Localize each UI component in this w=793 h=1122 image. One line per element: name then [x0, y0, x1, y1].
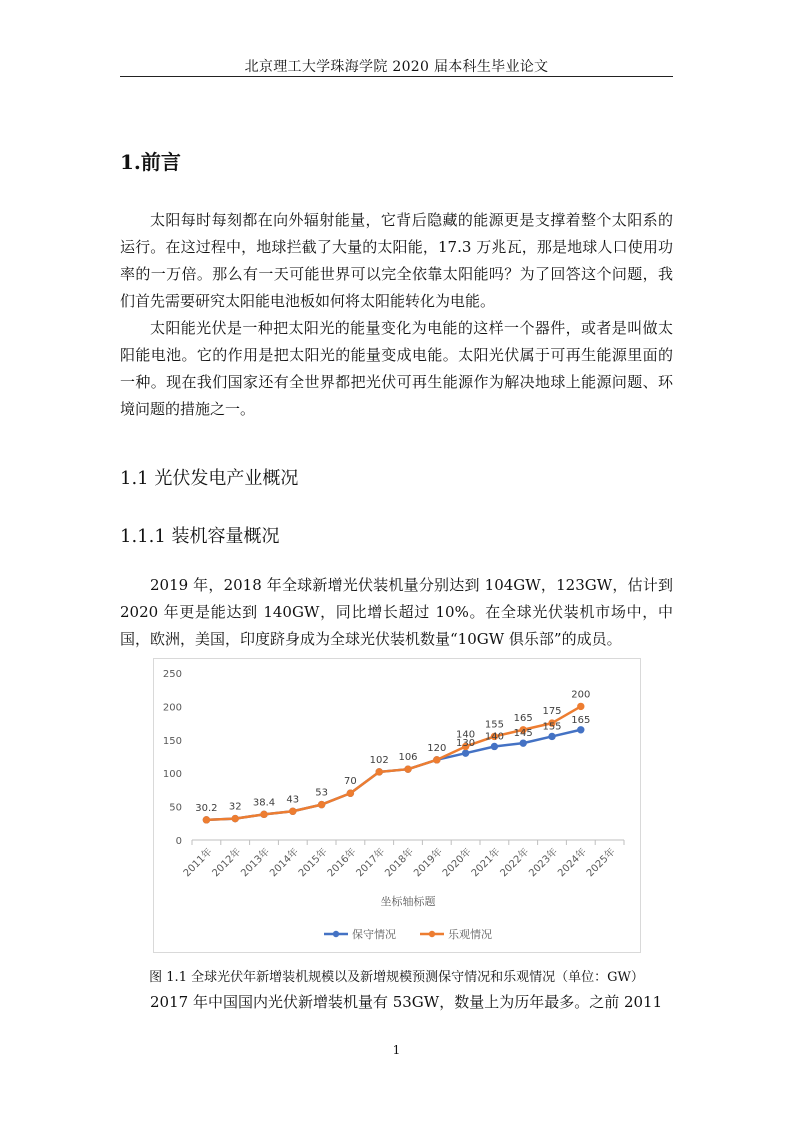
- data-label: 140: [456, 729, 476, 741]
- paragraph-3: 2019 年，2018 年全球新增光伏装机量分别达到 104GW，123GW，估计到 2020 年更是能达到 140GW，同比增长超过 10%。在全球光伏装机市场中，中国，欧洲，美国，印度跻身成为全球光伏装机数量“10GW 俱乐部”的成员。: [120, 576, 673, 648]
- y-tick-label: 200: [162, 702, 182, 714]
- paragraph-2: 太阳能光伏是一种把太阳光的能量变化为电能的这样一个器件，或者是叫做太阳能电池。它的作用是把太阳光的能量变成电能。太阳光伏属于可再生能源里面的一种。现在我们国家还有全世界都把光伏可再生能源作为解决地球上能源问题、环境问题的措施之一。: [120, 319, 673, 418]
- data-label: 165: [571, 714, 591, 726]
- data-label: 200: [571, 689, 591, 701]
- section-heading-1-1: 1.1 光伏发电产业概况: [120, 468, 299, 489]
- x-tick-label: 2019年: [412, 846, 445, 880]
- data-label: 106: [398, 752, 418, 764]
- y-tick-label: 50: [169, 802, 182, 814]
- data-point-conservative: [462, 750, 468, 756]
- data-point-optimistic: [434, 757, 440, 763]
- data-point-optimistic: [232, 815, 238, 821]
- data-point-optimistic: [405, 766, 411, 772]
- legend-label: 乐观情况: [448, 928, 492, 941]
- legend-label: 保守情况: [352, 928, 396, 941]
- data-label: 175: [542, 706, 562, 718]
- x-tick-label: 2023年: [527, 846, 561, 880]
- y-tick-label: 150: [162, 735, 182, 747]
- section-heading-preface: 1.前言: [120, 150, 181, 174]
- data-label: 32: [228, 801, 242, 813]
- y-tick-label: 100: [162, 769, 182, 781]
- data-point-conservative: [491, 743, 497, 749]
- data-point-optimistic: [261, 811, 267, 817]
- data-point-optimistic: [347, 790, 353, 796]
- data-label: 155: [542, 721, 562, 733]
- x-tick-label: 2025年: [584, 846, 618, 880]
- data-label: 145: [513, 728, 533, 740]
- x-tick-label: 2014年: [268, 846, 301, 880]
- legend-marker: [333, 931, 339, 937]
- x-tick-label: 2024年: [556, 846, 589, 880]
- data-label: 38.4: [252, 797, 276, 809]
- data-point-conservative: [578, 727, 584, 733]
- data-point-optimistic: [318, 801, 324, 807]
- data-point-optimistic: [376, 769, 382, 775]
- data-point-optimistic: [203, 817, 209, 823]
- legend-marker: [429, 931, 435, 937]
- x-tick-label: 2016年: [325, 846, 359, 880]
- figure-caption: 图 1.1 全球光伏年新增装机规模以及新增规模预测保守情况和乐观情况（单位：GW）: [149, 970, 644, 985]
- figure-chart: [153, 658, 641, 953]
- data-label: 43: [286, 794, 300, 806]
- x-tick-label: 2012年: [210, 846, 244, 880]
- page-number: 1: [392, 1043, 401, 1057]
- data-label: 130: [456, 738, 476, 750]
- x-tick-label: 2017年: [354, 846, 388, 880]
- data-label: 155: [484, 719, 504, 731]
- data-point-conservative: [520, 740, 526, 746]
- x-tick-label: 2018年: [383, 846, 417, 880]
- data-point-conservative: [549, 733, 555, 739]
- x-tick-label: 2011年: [181, 846, 215, 880]
- data-label: 70: [344, 776, 357, 788]
- x-tick-label: 2015年: [296, 846, 330, 880]
- section-heading-1-1-1: 1.1.1 装机容量概况: [120, 526, 280, 547]
- x-tick-label: 2022年: [498, 846, 532, 880]
- paragraph-1: 太阳每时每刻都在向外辐射能量，它背后隐藏的能源更是支撑着整个太阳系的运行。在这过程中，地球拦截了大量的太阳能，17.3 万兆瓦，那是地球人口使用功率的一万倍。那么有一天可能世界可以完全依靠太阳能吗？为了回答这个问题，我们首先需要研究太阳能电池板如何将太阳能转化为电能。: [120, 211, 673, 310]
- header-divider: [120, 76, 673, 77]
- x-axis-title: 坐标轴标题: [380, 895, 436, 908]
- data-label: 165: [513, 712, 533, 724]
- x-tick-label: 2020年: [440, 846, 474, 880]
- data-label: 140: [484, 731, 504, 743]
- x-tick-label: 2021年: [469, 846, 503, 880]
- paragraph-continuation: 2017 年中国国内光伏新增装机量有 53GW，数量上为历年最多。之前 2011: [150, 993, 663, 1011]
- data-label: 120: [427, 742, 447, 754]
- data-point-optimistic: [290, 808, 296, 814]
- line-chart: [154, 659, 640, 952]
- y-tick-label: 250: [162, 669, 182, 680]
- x-tick-label: 2013年: [239, 846, 273, 880]
- data-point-optimistic: [578, 703, 584, 709]
- data-label: 102: [369, 754, 389, 766]
- data-label: 53: [315, 787, 328, 799]
- data-label: 30.2: [195, 802, 218, 814]
- header-title: 北京理工大学珠海学院 2020 届本科生毕业论文: [244, 59, 549, 75]
- y-tick-label: 0: [175, 836, 182, 847]
